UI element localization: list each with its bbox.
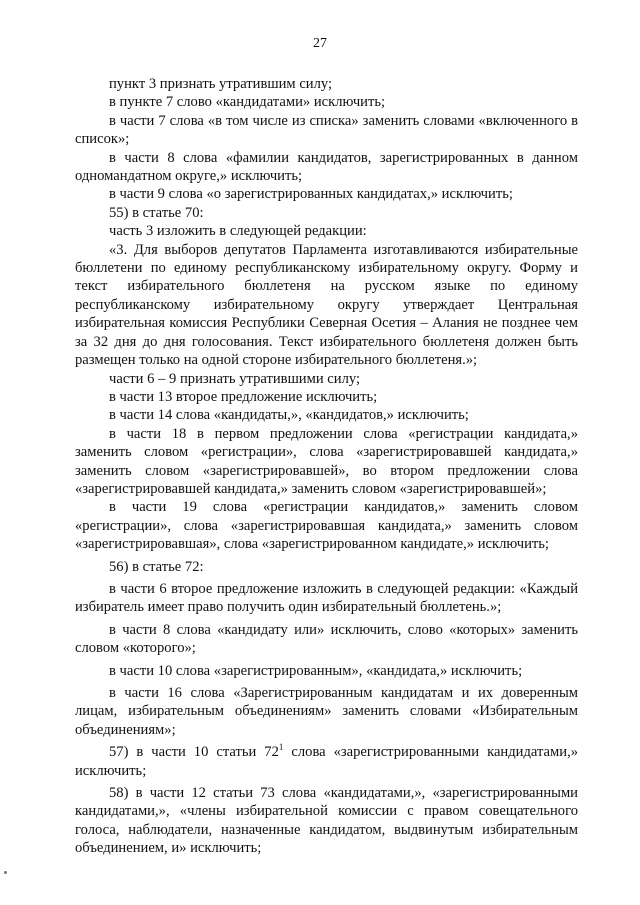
section-heading-58: 58) в части 12 статьи 73 слова «кандидатами,», «зарегистрированными кандидатами,», «члены избирательной комиссии с правом совещательного голоса, наблюдатели, назначенные кандидатом, выдвинутым избирательным объединением, и» исключить; — [75, 785, 578, 857]
paragraph: в части 8 слова «фамилии кандидатов, зарегистрированных в данном одномандатном округе,» исключить; — [75, 149, 578, 185]
document-body — [75, 75, 578, 858]
scan-mark — [4, 871, 7, 874]
p57-text: 57) в части 10 статьи 72 — [109, 744, 279, 761]
paragraph: в части 7 слова «в том числе из списка» заменить словами «включенного в список»; — [75, 112, 578, 148]
paragraph: в части 13 второе предложение исключить; — [109, 388, 378, 405]
page-number: 27 — [313, 36, 327, 51]
paragraph: в части 18 в первом предложении слова «регистрации кандидата,» заменить словом «регистрации», слова «зарегистрировавшей кандидата,» заменить словом «зарегистрировавшей», во втором предложении слова «зарегистрировавшей кандидата,» заменить словом «зарегистрировавшей»; — [75, 425, 578, 497]
superscript: 1 — [278, 742, 284, 753]
quoted-paragraph: «3. Для выборов депутатов Парламента изготавливаются избирательные бюллетени по единому республиканскому избирательному округу. Форму и текст избирательного бюллетеня на русском языке по единому республиканскому избирательному округу утверждает Центральная избирательная комиссия Республики Северная Осетия – Алания не позднее чем за 32 дня до дня голосования. Текст избирательного бюллетеня должен быть размещен только на одной стороне избирательного бюллетеня.»; — [75, 241, 578, 369]
p57-text-rest: слова «зарегистрированными кандидатами,» исключить; — [75, 744, 579, 779]
paragraph: в части 16 слова «Зарегистрированным кандидатам и их доверенным лицам, избирательным объединениям» заменить словами «Избирательным объединениям»; — [75, 685, 578, 738]
paragraph: части 6 – 9 признать утратившими силу; — [109, 370, 361, 387]
paragraph: пункт 3 признать утратившим силу; — [109, 76, 333, 92]
section-heading: 56) в статье 72: — [109, 558, 204, 575]
section-heading: 55) в статье 70: — [109, 204, 204, 221]
section-heading-57 — [75, 743, 578, 780]
paragraph: в части 9 слова «о зарегистрированных кандидатах,» исключить; — [109, 186, 513, 203]
paragraph: в пункте 7 слово «кандидатами» исключить; — [109, 94, 386, 111]
paragraph: в части 8 слова «кандидату или» исключить, слово «которых» заменить словом «которого»; — [75, 621, 578, 657]
paragraph: в части 19 слова «регистрации кандидатов,» заменить словом «регистрации», слова «зарегистрировавшая кандидата,» заменить словом «зарегистрировавшая», слова «зарегистрированном кандидате,» исключить; — [75, 499, 578, 553]
paragraph: в части 14 слова «кандидаты,», «кандидатов,» исключить; — [109, 407, 469, 424]
paragraph: в части 6 второе предложение изложить в следующей редакции: «Каждый избиратель имеет право получить один избирательный бюллетень.»; — [75, 580, 578, 616]
paragraph: в части 10 слова «зарегистрированным», «кандидата,» исключить; — [109, 662, 523, 679]
paragraph: часть 3 изложить в следующей редакции: — [109, 223, 367, 240]
